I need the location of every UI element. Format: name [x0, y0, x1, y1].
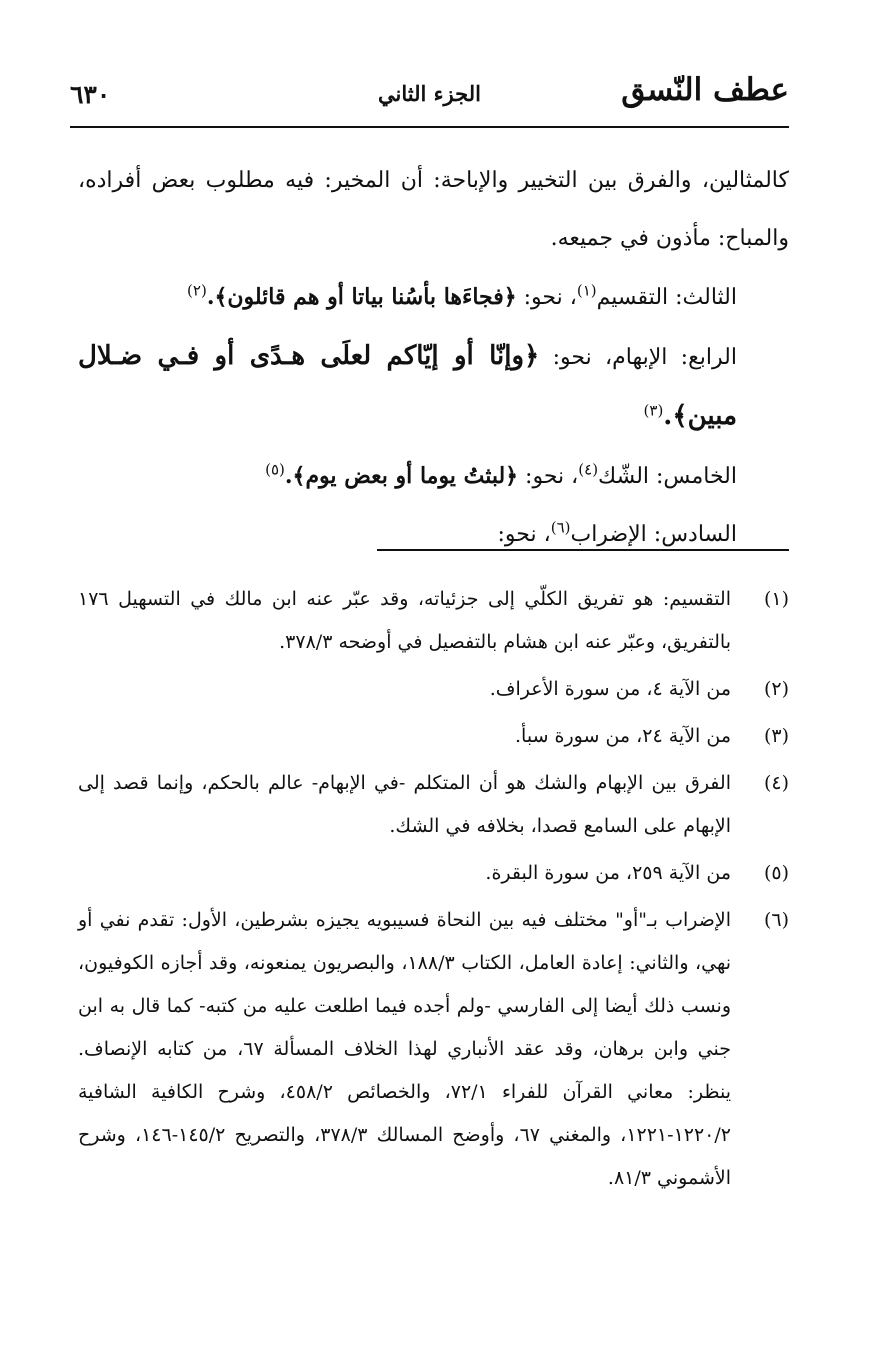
footnote-item	[78, 715, 789, 758]
quran-verse-3: ﴿لبثتُ يوما أو بعض يوم﴾.	[284, 463, 519, 489]
footnote-text: الإضراب بـ"أو" مختلف فيه بين النحاة فسيبويه يجيزه بشرطين، الأول: تقدم نفي أو نهي، والثاني: إعادة العامل، الكتاب ١٨٨/٣، والبصريون يمنعونه، وقد أجازه الكوفيون، ونسب ذلك أيضا إلى الفارسي -ولم أجده فيما اطلعت عليه من كتبه- كما قال به ابن جني وابن برهان، وقد عقد الأنباري لهذا الخلاف المسألة ٦٧، من كتابه الإنصاف. ينظر: معاني القرآن للفراء ٧٢/١، والخصائص ٤٥٨/٢، وشرح الكافية الشافية ١٢٢٠/٢-١٢٢١، والمغني ٦٧، وأوضح المسالك ٣٧٨/٣، والتصريح ١٤٥/٢-١٤٦، وشرح الأشموني ٨١/٣.	[78, 909, 731, 1189]
footnote-item	[78, 578, 789, 664]
division-mid: ، نحو:	[516, 285, 577, 310]
footnote-number: (٢)	[763, 678, 789, 700]
footnote-ref-4: (٤)	[578, 460, 599, 479]
ambiguity-label: الرابع: الإبهام، نحو:	[539, 345, 737, 370]
footnote-item	[78, 899, 789, 1200]
digression-suffix: ، نحو:	[497, 522, 551, 547]
paragraph-intro-text: كالمثالين، والفرق بين التخيير والإباحة: أن المخير: فيه مطلوب بعض أفراده، والمباح: مأذون في جميعه.	[78, 168, 789, 251]
quran-verse-2: ﴿وإنّا أو إيّاكم لعلَى هـدًى أو فـي ضـلال مبين﴾.	[78, 341, 737, 431]
footnote-text: الفرق بين الإبهام والشك هو أن المتكلم -في الإبهام- عالم بالحكم، وإنما قصد إلى الإبهام على السامع قصدا، بخلافه في الشك.	[78, 772, 731, 837]
paragraph-doubt	[78, 447, 789, 506]
footnote-item	[78, 668, 789, 711]
footnote-item	[78, 852, 789, 895]
footnote-ref-1: (١)	[576, 281, 597, 300]
footnotes	[78, 578, 789, 1204]
quran-verse-1: ﴿فجاءَها بأسُنا بياتا أو هم قائلون﴾.	[206, 284, 517, 310]
footnote-text: التقسيم: هو تفريق الكلّي إلى جزئياته، وقد عبّر عنه ابن مالك في التسهيل ١٧٦ بالتفريق، وعبّر عنه ابن هشام بالتفصيل في أوضحه ٣٧٨/٣.	[78, 588, 731, 653]
doubt-mid: ، نحو:	[518, 464, 579, 489]
footnote-text: من الآية ٤، من سورة الأعراف.	[489, 678, 731, 700]
footnote-number: (٦)	[763, 909, 789, 931]
footnote-ref-3: (٣)	[643, 401, 664, 420]
digression-label: السادس: الإضراب	[570, 522, 737, 547]
book-title: عطف النّسق	[621, 72, 789, 108]
paragraph-digression	[78, 506, 789, 564]
footnote-number: (٤)	[763, 772, 789, 794]
division-label: الثالث: التقسيم	[596, 285, 737, 310]
paragraph-intro	[78, 152, 789, 268]
footnote-text: من الآية ٢٥٩، من سورة البقرة.	[485, 862, 731, 884]
footnote-item	[78, 762, 789, 848]
main-text	[78, 152, 789, 564]
footnote-text: من الآية ٢٤، من سورة سبأ.	[515, 725, 731, 747]
footnote-ref-5: (٥)	[265, 460, 285, 479]
part-label: الجزء الثاني	[378, 81, 481, 106]
footnote-number: (٣)	[763, 725, 789, 747]
paragraph-ambiguity	[78, 327, 789, 447]
page-number: ٦٣٠	[70, 80, 111, 109]
footnote-number: (١)	[763, 588, 789, 610]
footnote-ref-6: (٦)	[550, 518, 571, 537]
header-rule	[70, 126, 789, 128]
footnote-ref-2: (٢)	[187, 281, 207, 300]
footnote-separator	[377, 549, 789, 551]
footnote-number: (٥)	[763, 862, 789, 884]
running-header	[70, 72, 789, 120]
paragraph-division	[78, 268, 789, 327]
doubt-label: الخامس: الشّك	[598, 464, 737, 489]
